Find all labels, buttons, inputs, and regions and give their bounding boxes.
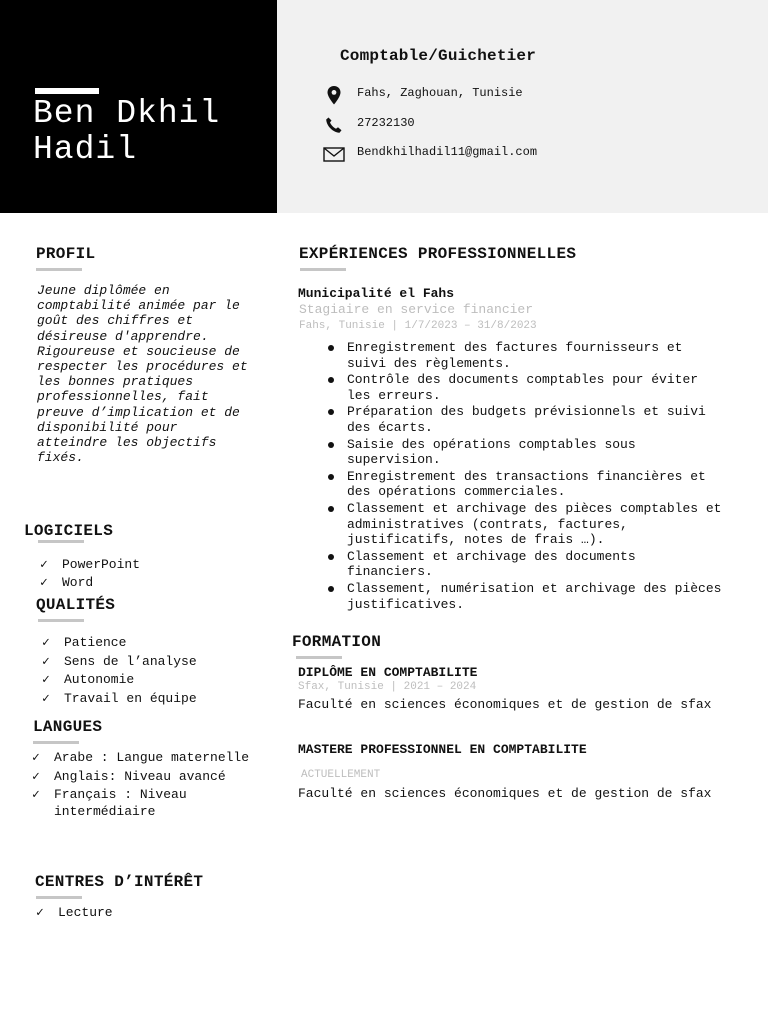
name-accent-bar xyxy=(35,88,99,94)
profil-heading: PROFIL xyxy=(36,245,96,263)
profil-text: Jeune diplômée en comptabilité animée par le goût des chiffres et désireuse d'apprendre. Rigoureuse et soucieuse de respecter les procédures et les bonnes pratiques professionnelles, fait preuve d’implication et de disponibilité pour atteindre les objectifs fixés. xyxy=(37,283,248,466)
phone-text: 27232130 xyxy=(357,116,415,130)
list-item: ✓ Anglais: Niveau avancé xyxy=(32,768,226,784)
name-second-line: Hadil xyxy=(33,131,138,168)
degree-1-meta: Sfax, Tunisie | 2021 – 2024 xyxy=(298,681,477,693)
qualites-list xyxy=(42,634,197,708)
job-title: Comptable/Guichetier xyxy=(340,47,537,65)
job-tasks-list xyxy=(325,340,725,613)
envelope-icon xyxy=(323,146,345,166)
checkmark-icon: ✓ xyxy=(32,787,40,802)
list-item: ✓ Sens de l’analyse xyxy=(42,653,197,672)
interets-list xyxy=(36,904,113,922)
task-item: Préparation des budgets prévisionnels et suivi des écarts. xyxy=(325,404,725,435)
checkmark-icon: ✓ xyxy=(42,672,50,688)
list-item: ✓ Arabe : Langue maternelle xyxy=(32,750,250,765)
degree-1-school: Faculté en sciences économiques et de gestion de sfax xyxy=(298,697,712,712)
qualites-heading: QUALITÉS xyxy=(36,596,116,614)
contact-email xyxy=(323,146,537,166)
list-item: ✓ Français : Niveau intermédiaire xyxy=(32,787,187,819)
checkmark-icon: ✓ xyxy=(32,768,40,784)
checkmark-icon: ✓ xyxy=(32,750,40,765)
langues-underline xyxy=(33,741,79,744)
company-name: Municipalité el Fahs xyxy=(298,286,455,301)
experiences-underline xyxy=(300,268,346,271)
list-item: ✓ Autonomie xyxy=(42,671,197,690)
degree-2-meta: ACTUELLEMENT xyxy=(301,769,381,781)
task-item: Classement et archivage des pièces comptables et administratives (contrats, factures, justificatifs, notes de frais …). xyxy=(325,501,725,548)
contact-phone xyxy=(323,116,415,136)
name-first-line: Ben Dkhil xyxy=(33,95,221,132)
checkmark-icon: ✓ xyxy=(42,690,50,706)
degree-2-title: MASTERE PROFESSIONNEL EN COMPTABILITE xyxy=(298,742,587,757)
checkmark-icon: ✓ xyxy=(36,905,44,920)
checkmark-icon: ✓ xyxy=(40,575,48,590)
list-item: ✓ Travail en équipe xyxy=(42,690,197,709)
degree-1-title: DIPLÔME EN COMPTABILITE xyxy=(298,665,478,680)
checkmark-icon: ✓ xyxy=(42,635,50,650)
job-role: Stagiaire en service financier xyxy=(299,302,534,317)
langues-heading: LANGUES xyxy=(33,718,103,736)
header-grey-panel xyxy=(277,0,768,213)
task-item: Classement et archivage des documents financiers. xyxy=(325,549,725,580)
candidate-name xyxy=(33,96,273,168)
logiciels-list xyxy=(40,556,140,592)
qualites-underline xyxy=(38,619,84,622)
job-meta: Fahs, Tunisie | 1/7/2023 – 31/8/2023 xyxy=(299,320,537,332)
map-pin-icon xyxy=(323,86,345,106)
list-item: ✓ Patience xyxy=(42,634,197,653)
task-item: Classement, numérisation et archivage des pièces justificatives. xyxy=(325,581,725,612)
checkmark-icon: ✓ xyxy=(42,653,50,669)
task-item: Enregistrement des factures fournisseurs et suivi des règlements. xyxy=(325,340,725,371)
list-item: ✓ Lecture xyxy=(36,905,113,920)
langues-list xyxy=(32,749,277,820)
experiences-heading: EXPÉRIENCES PROFESSIONNELLES xyxy=(299,245,577,263)
task-item: Contrôle des documents comptables pour éviter les erreurs. xyxy=(325,372,725,403)
interets-underline xyxy=(36,896,82,899)
logiciels-underline xyxy=(38,540,84,543)
location-text: Fahs, Zaghouan, Tunisie xyxy=(357,86,523,100)
interets-heading: CENTRES D’INTÉRÊT xyxy=(35,873,204,891)
logiciels-heading: LOGICIELS xyxy=(24,522,114,540)
formation-underline xyxy=(296,656,342,659)
list-item: ✓ Word xyxy=(40,575,94,590)
task-item: Enregistrement des transactions financières et des opérations commerciales. xyxy=(325,469,725,500)
phone-icon xyxy=(323,116,345,136)
task-item: Saisie des opérations comptables sous supervision. xyxy=(325,437,725,468)
profil-underline xyxy=(36,268,82,271)
degree-2-school: Faculté en sciences économiques et de gestion de sfax xyxy=(298,786,712,801)
list-item: ✓ PowerPoint xyxy=(40,557,141,572)
checkmark-icon: ✓ xyxy=(40,557,48,572)
email-text[interactable]: Bendkhilhadil11@gmail.com xyxy=(357,145,538,159)
formation-heading: FORMATION xyxy=(292,633,382,651)
contact-location xyxy=(323,86,523,106)
